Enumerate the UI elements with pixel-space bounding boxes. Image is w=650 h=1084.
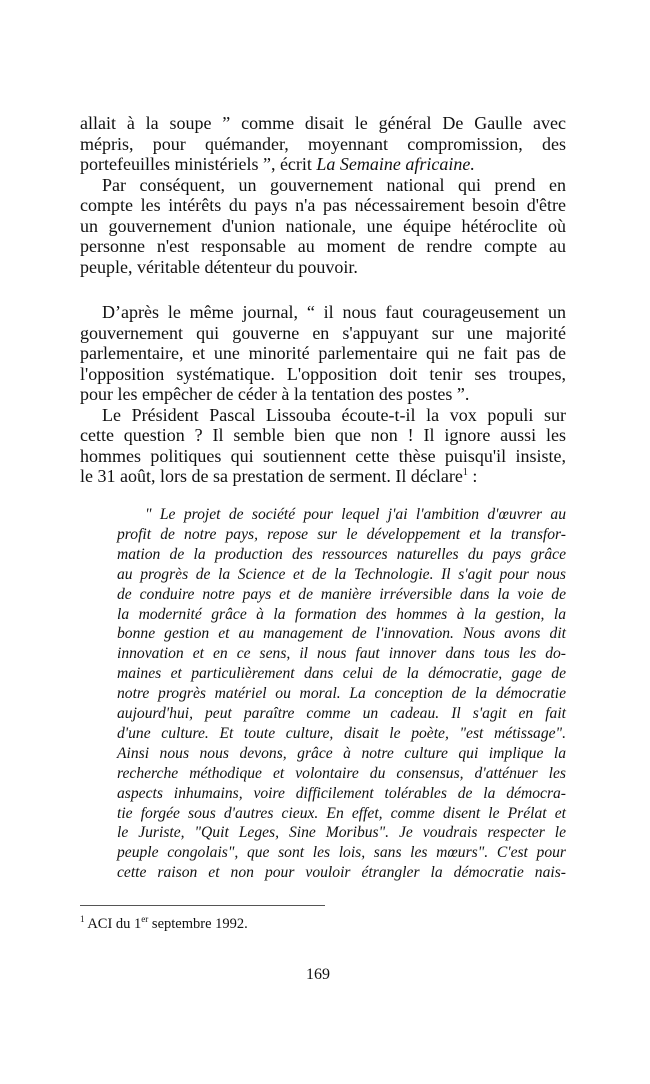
text-segment: hommes politiques qui soutiennent cette thèse puisqu'il insiste, [80,445,566,466]
text-segment: personne n'est responsable au moment de rendre compte au [80,236,566,256]
text-line [80,424,566,446]
quote-line: au progrès de la Science et de la Technologie. Il s'agit pour nous [117,565,566,583]
quote-line: bonne gestion et au management de l'innovation. Nous avons dit [117,625,566,643]
text-line [80,322,566,344]
text-line [80,112,566,134]
text-line [80,153,566,175]
text-line [80,465,566,487]
quote-line: " Le projet de société pour lequel j'ai l'ambition d'œuvrer au [145,506,566,523]
text-line [80,301,566,323]
text-line [80,445,566,467]
quote-line: tie forgée sous d'autres cieux. En effet, comme disent le Prélat et [117,804,566,822]
text-line [80,194,566,216]
quote-line: recherche méthodique et volontaire du consensus, d'atténuer les [117,764,566,782]
text-segment: un gouvernement d'union nationale, une équipe hétéroclite où [80,215,566,236]
text-line [80,404,566,426]
text-line [80,174,566,196]
text-segment: parlementaire, et une minorité parlementaire qui ne fait pas de [80,343,566,363]
text-segment: D’après le même journal, “ il nous faut courageusement un [102,302,566,322]
footnote-divider [80,905,325,906]
quote-line: aujourd'hui, peut paraître comme un cadeau. Il s'agit en fait [117,705,566,722]
text-line [80,363,566,385]
text-segment: pour les empêcher de céder à la tentation des postes ”. [80,384,470,404]
text-segment: : [467,466,478,486]
text-segment: portefeuilles ministériels ”, écrit [80,154,317,174]
footnote-superscript: er [141,914,149,924]
quote-line: cette raison et non pour vouloir étrangler la démocratie nais- [117,864,566,882]
quote-line: peuple congolais", que sont les lois, sans les mœurs". C'est pour [117,844,566,862]
quote-line: la modernité grâce à la formation des hommes à la gestion, la [117,605,566,623]
footnote-reference: 1 [462,467,468,478]
quote-line: Ainsi nous nous devons, grâce à notre culture qui implique la [117,744,566,762]
text-line [80,235,566,257]
text-line [80,215,566,237]
text-segment: mépris, pour quémander, moyennant compromission, des [80,133,566,154]
quote-line: maines et particulièrement dans celui de la démocratie, gage de [117,665,566,683]
text-segment: compte les intérêts du pays n'a pas nécessairement besoin d'être [80,195,566,215]
footnote-text-end: septembre 1992. [148,916,248,932]
text-segment: le 31 août, lors de sa prestation de serment. Il déclare [80,466,463,486]
quote-line: de conduire notre pays et de manière irréversible dans la voie de [117,585,566,603]
text-segment: Le Président Pascal Lissouba écoute-t-il la vox populi sur [102,404,566,425]
text-line [80,256,566,278]
publication-title: La Semaine africaine. [316,154,475,174]
quote-line: profit de notre pays, repose sur le développement et la transfor- [117,525,566,543]
quote-line: aspects inhumains, voire difficilement tolérables de la démocra- [117,784,566,802]
quote-line: d'une culture. Et toute culture, disait le poète, "est métissage". [117,724,566,742]
text-segment: peuple, véritable détenteur du pouvoir. [80,256,358,277]
text-segment: cette question ? Il semble bien que non ! Il ignore aussi les [80,425,566,445]
quote-line: le Juriste, "Quit Leges, Sine Moribus". Je voudrais respecter le [117,824,566,842]
page-number: 169 [306,966,330,983]
quote-line: notre progrès matériel ou moral. La conception de la démocratie [117,685,566,703]
footnote-text: ACI du 1 [84,916,142,932]
quote-line: innovation et en ce sens, il nous faut innover dans tous les do- [117,645,566,663]
footnote-marker: 1 [80,914,85,924]
text-segment: gouvernement qui gouverne en s'appuyant sur une majorité [80,322,566,343]
quote-line: mation de la production des ressources naturelles du pays grâce [117,545,566,563]
footnote [80,914,248,934]
text-segment: l'opposition systématique. L'opposition doit tenir ses troupes, [80,363,566,384]
text-segment: allait à la soupe ” comme disait le général De Gaulle avec [80,113,566,133]
text-line [80,342,566,364]
text-line [80,133,566,155]
text-line [80,383,566,405]
text-segment: Par conséquent, un gouvernement national qui prend en [102,174,566,195]
